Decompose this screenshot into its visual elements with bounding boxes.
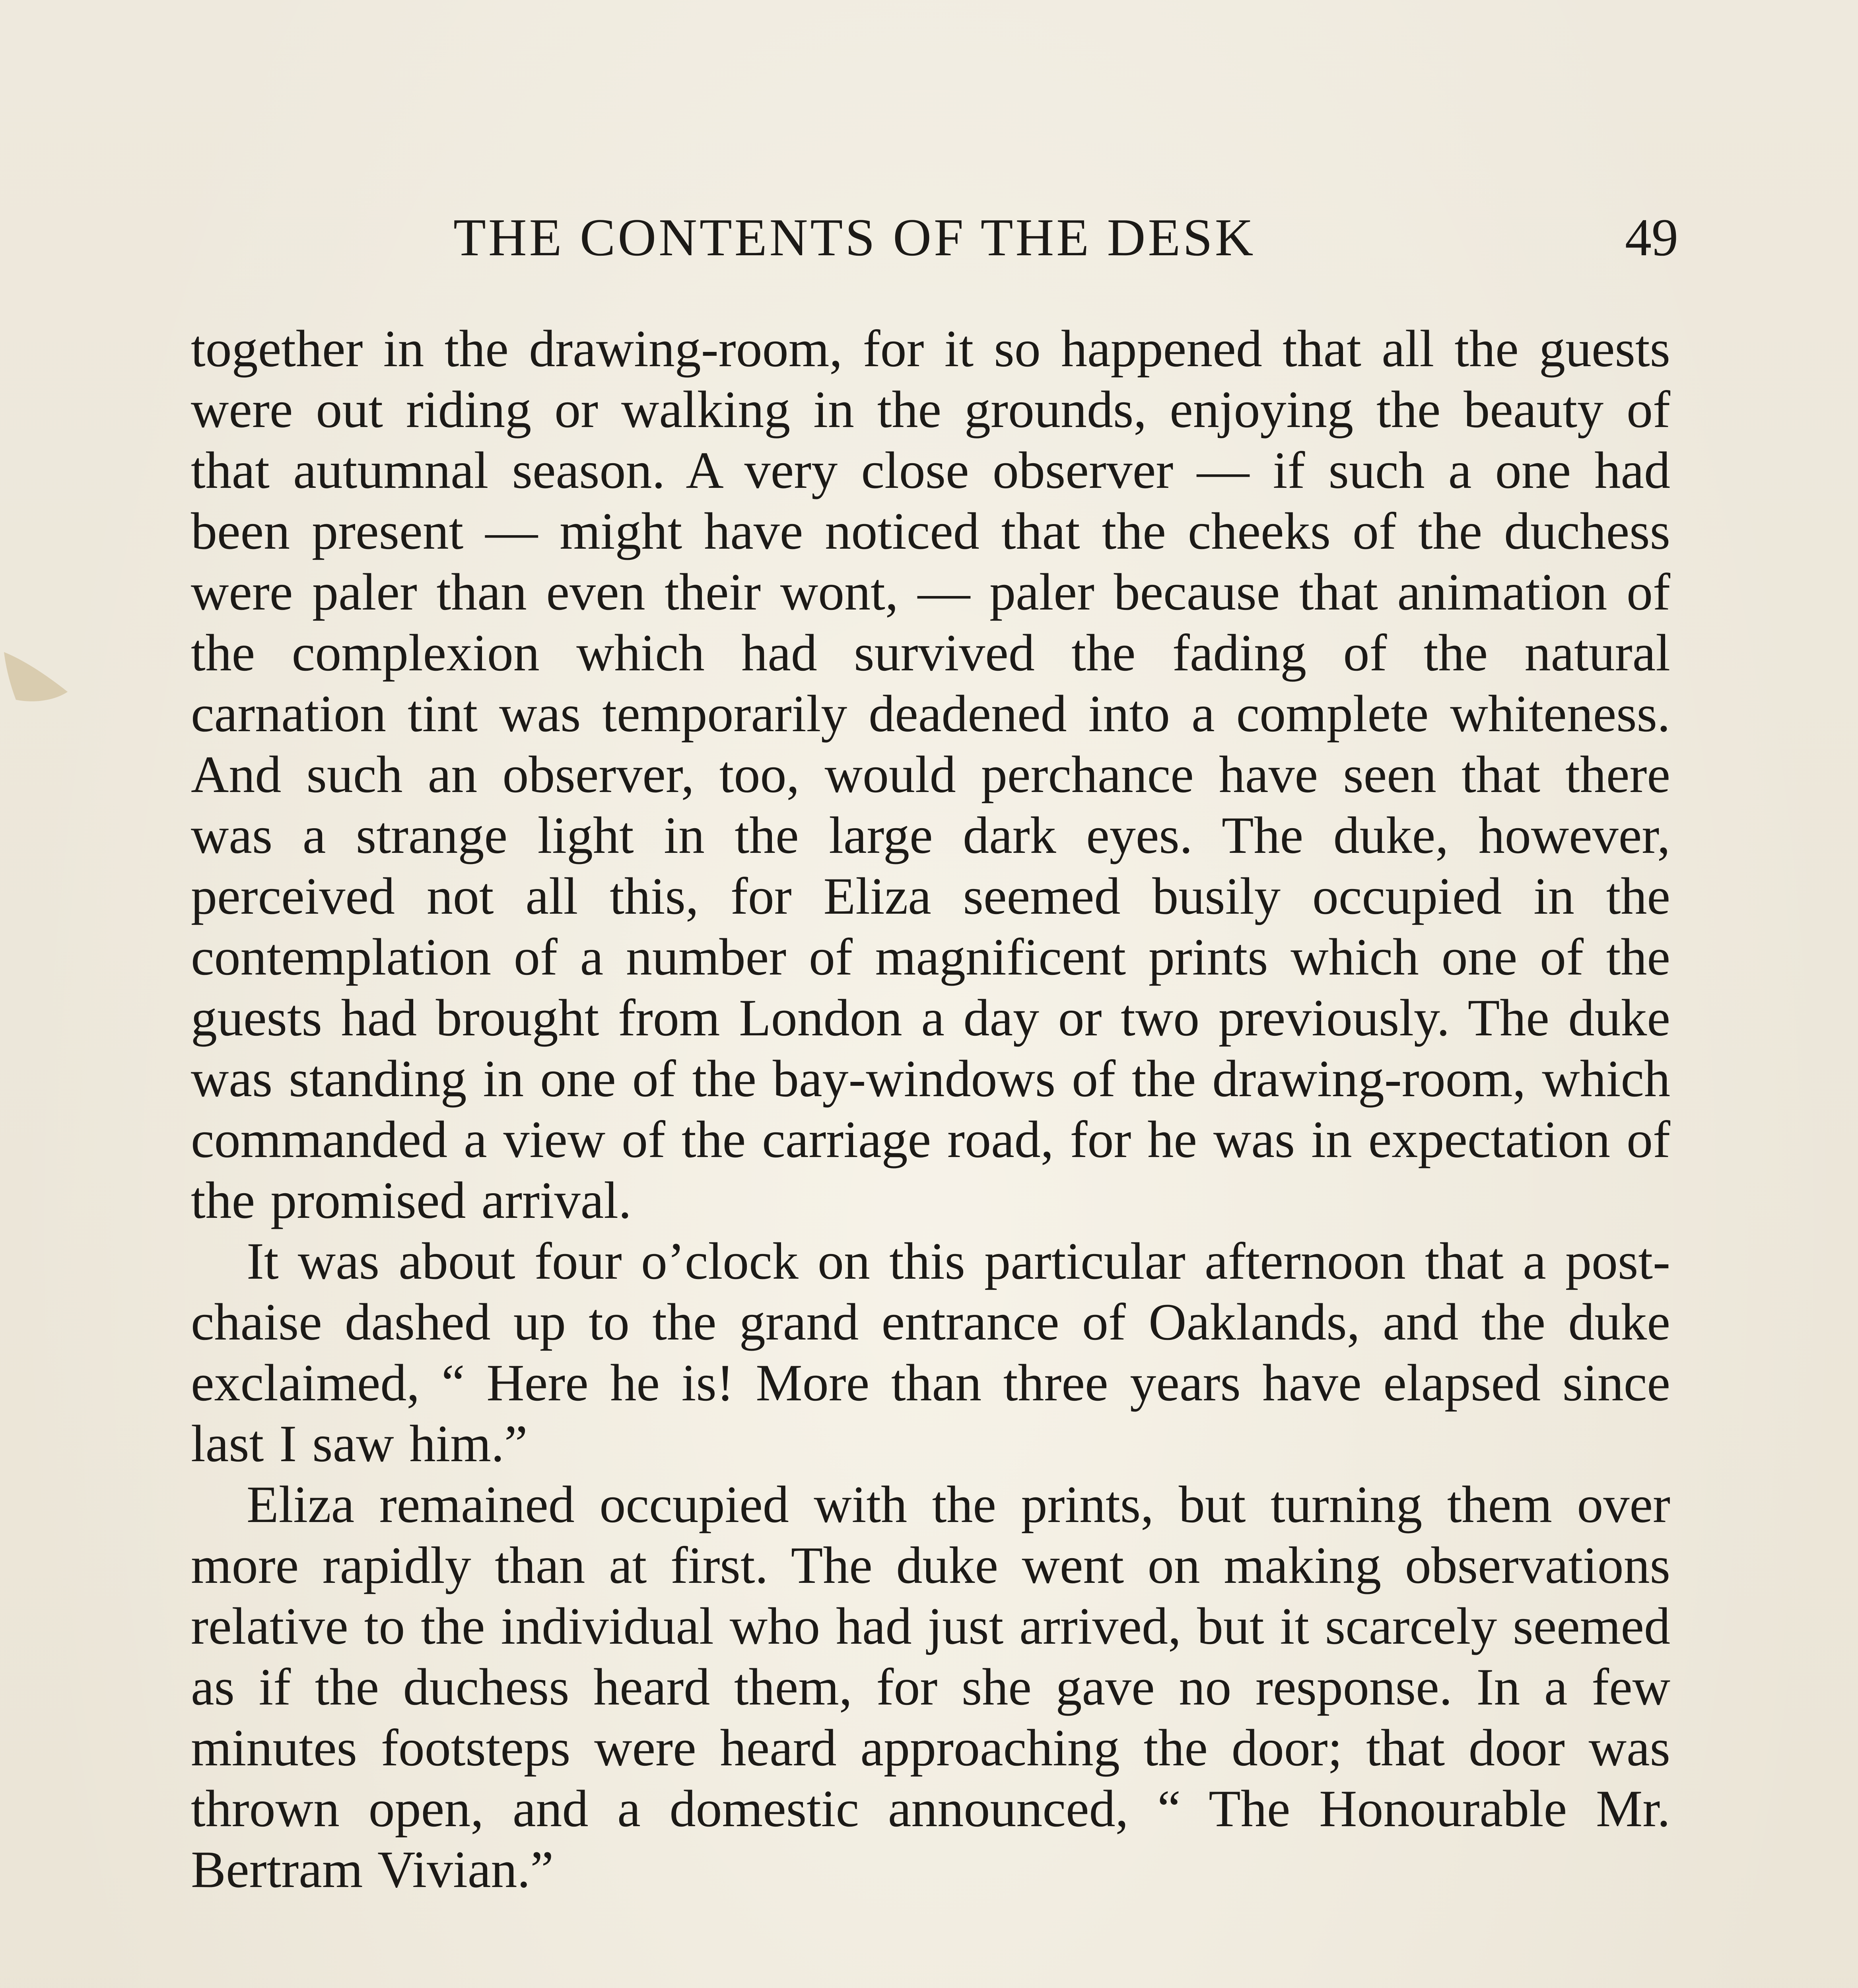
running-title: THE CONTENTS OF THE DESK (453, 208, 1256, 267)
page-number: 49 (1625, 208, 1678, 267)
paragraph-3: Eliza remained occupied with the prints, but turning them over more rapidly than at first. The duke went on making observations relative to the individual who had just arrived, but it scarcely seemed as if the duchess heard them, for she gave no response. In a few minutes footsteps were heard approaching the door; that door was thrown open, and a domestic announced, “ The Honourable Mr. Bertram Vivian.” (191, 1475, 1670, 1899)
paragraph-1: together in the drawing-room, for it so happened that all the guests were out riding or walking in the grounds, enjoying the beauty of that autumnal season. A very close observer — if such a one had been present — might have noticed that the cheeks of the duchess were paler than even their wont, — paler because that animation of the complexion which had survived the fading of the natural carnation tint was temporarily deadened into a complete whiteness. And such an observer, too, would perchance have seen that there was a strange light in the large dark eyes. The duke, however, perceived not all this, for Eliza seemed busily occupied in the contemplation of a number of magnificent prints which one of the guests had brought from London a day or two previously. The duke was standing in one of the bay-windows of the drawing-room, which commanded a view of the carriage road, for he was in expectation of the promised arrival. (191, 319, 1670, 1229)
paragraph-2: It was about four o’clock on this particular afternoon that a post-chaise dashed up to the grand entrance of Oaklands, and the duke exclaimed, “ Here he is! More than three years have elapsed since last I saw him.” (191, 1232, 1670, 1473)
body-text (191, 318, 1670, 1900)
page-header (191, 207, 1678, 286)
left-margin-stain (4, 652, 68, 701)
